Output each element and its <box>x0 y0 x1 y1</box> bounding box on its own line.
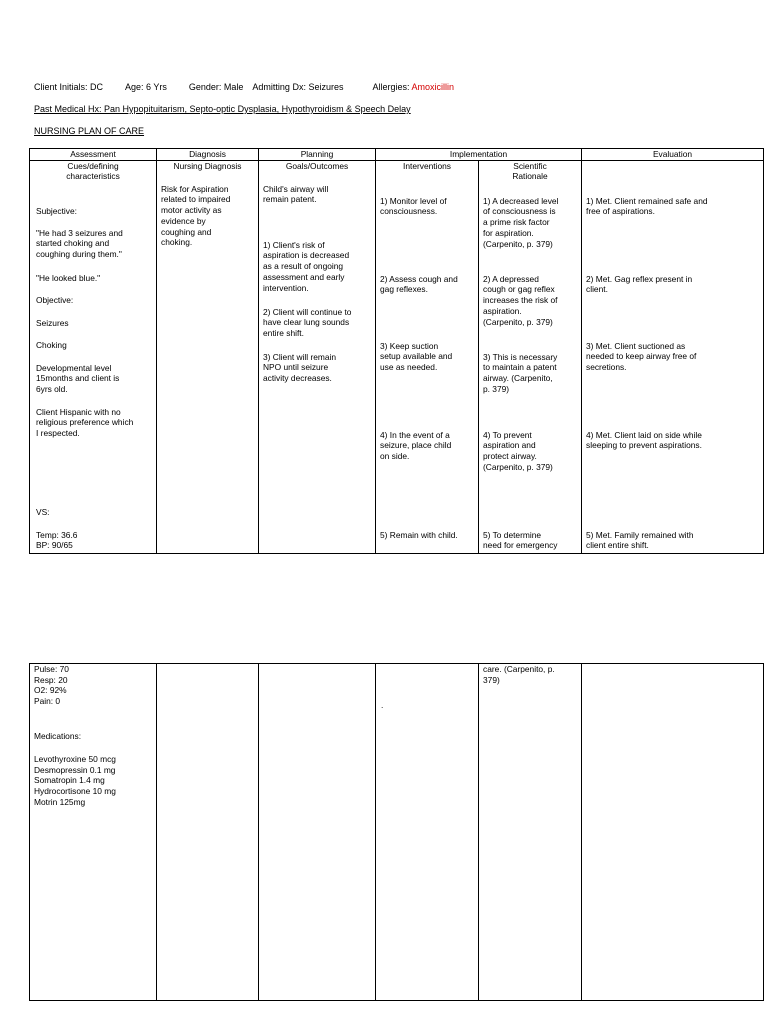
vitals-temp-bp: Temp: 36.6 BP: 90/65 <box>36 529 78 551</box>
rationale-5-continued: care. (Carpenito, p. 379) <box>483 664 555 685</box>
intervention-2: 2) Assess cough and gag reflexes. <box>380 273 458 295</box>
subjective-label: Subjective: <box>36 205 77 216</box>
objective-choking: Choking <box>36 339 67 350</box>
interventions-subheader: Interventions <box>403 160 451 171</box>
client-age: Age: 6 Yrs <box>125 82 167 92</box>
planning-subheader: Goals/Outcomes <box>285 160 349 171</box>
interventions-dot: . <box>381 700 384 710</box>
planning-cell <box>259 160 376 553</box>
assessment-cell-continued <box>30 664 157 1001</box>
interventions-cell-continued <box>376 664 479 1001</box>
outcome-1: 1) Client's risk of aspiration is decreased as a result of ongoing assessment and early intervention. <box>263 239 350 293</box>
planning-goal: Child's airway will remain patent. <box>263 183 329 205</box>
subjective-quote-1: "He had 3 seizures and started choking and coughing during them." <box>36 227 123 260</box>
client-initials: Client Initials: DC <box>34 82 104 92</box>
assessment-subheader: Cues/defining characteristics <box>66 160 120 182</box>
nursing-diagnosis: Risk for Aspiration related to impaired motor activity as evidence by coughing and choking. <box>161 183 231 248</box>
assessment-header: Assessment <box>30 149 157 161</box>
diagnosis-cell-continued <box>157 664 259 1001</box>
vs-label: VS: <box>36 506 50 517</box>
evaluation-header: Evaluation <box>582 149 764 161</box>
developmental-level: Developmental level 15months and client is 6yrs old. <box>36 362 120 395</box>
rationale-3: 3) This is necessary to maintain a patent airway. (Carpenito, p. 379) <box>483 351 558 394</box>
past-medical-hx: Past Medical Hx: Pan Hypopituitarism, Septo-optic Dysplasia, Hypothyroidism & Speech Delay <box>34 104 411 114</box>
implementation-header: Implementation <box>376 149 582 161</box>
rationale-4: 4) To prevent aspiration and protect airway. (Carpenito, p. 379) <box>483 429 553 472</box>
diagnosis-subheader: Nursing Diagnosis <box>173 160 242 171</box>
rationale-5: 5) To determine need for emergency <box>483 529 558 551</box>
intervention-4: 4) In the event of a seizure, place child on side. <box>380 429 452 462</box>
evaluation-cell <box>582 160 764 553</box>
planning-cell-continued <box>259 664 376 1001</box>
medications-list: Levothyroxine 50 mcg Desmopressin 0.1 mg Somatropin 1.4 mg Hydrocortisone 10 mg Motrin 125mg <box>34 754 116 807</box>
rationale-cell <box>479 160 582 553</box>
diagnosis-cell <box>157 160 259 553</box>
rationale-subheader: Scientific Rationale <box>512 160 548 182</box>
evaluation-2: 2) Met. Gag reflex present in client. <box>586 273 693 295</box>
intervention-5: 5) Remain with child. <box>380 529 458 540</box>
outcome-2: 2) Client will continue to have clear lung sounds entire shift. <box>263 306 352 339</box>
planning-header: Planning <box>259 149 376 161</box>
evaluation-5: 5) Met. Family remained with client entire shift. <box>586 529 694 551</box>
evaluation-3: 3) Met. Client suctioned as needed to keep airway free of secretions. <box>586 340 697 373</box>
interventions-cell <box>376 160 479 553</box>
religion-note: Client Hispanic with no religious preference which I respected. <box>36 406 134 439</box>
plan-title: NURSING PLAN OF CARE <box>34 126 145 136</box>
evaluation-cell-continued <box>582 664 764 1001</box>
vitals-continued: Pulse: 70 Resp: 20 O2: 92% Pain: 0 <box>34 664 69 707</box>
diagnosis-header: Diagnosis <box>157 149 259 161</box>
objective-label: Objective: <box>36 294 74 305</box>
rationale-2: 2) A depressed cough or gag reflex increases the risk of aspiration. (Carpenito, p. 379) <box>483 273 558 327</box>
objective-seizures: Seizures <box>36 317 69 328</box>
intervention-3: 3) Keep suction setup available and use as needed. <box>380 340 453 373</box>
assessment-cell <box>30 160 157 553</box>
rationale-1: 1) A decreased level of consciousness is a prime risk factor for aspiration. (Carpenito, p. 379) <box>483 195 559 249</box>
care-plan-table-continued <box>29 663 764 1001</box>
client-gender: Gender: Male <box>188 82 244 92</box>
medications-label: Medications: <box>34 731 82 741</box>
outcome-3: 3) Client will remain NPO until seizure activity decreases. <box>263 351 337 384</box>
subjective-quote-2: "He looked blue." <box>36 272 101 283</box>
admitting-dx: Admitting Dx: Seizures <box>252 82 344 92</box>
allergies-value: Amoxicillin <box>411 82 455 92</box>
rationale-cell-continued <box>479 664 582 1001</box>
evaluation-4: 4) Met. Client laid on side while sleeping to prevent aspirations. <box>586 429 702 451</box>
client-info-line <box>34 82 454 93</box>
care-plan-table <box>29 148 764 554</box>
intervention-1: 1) Monitor level of consciousness. <box>380 195 447 217</box>
evaluation-1: 1) Met. Client remained safe and free of aspirations. <box>586 195 708 217</box>
allergies-label: Allergies: <box>372 82 410 92</box>
